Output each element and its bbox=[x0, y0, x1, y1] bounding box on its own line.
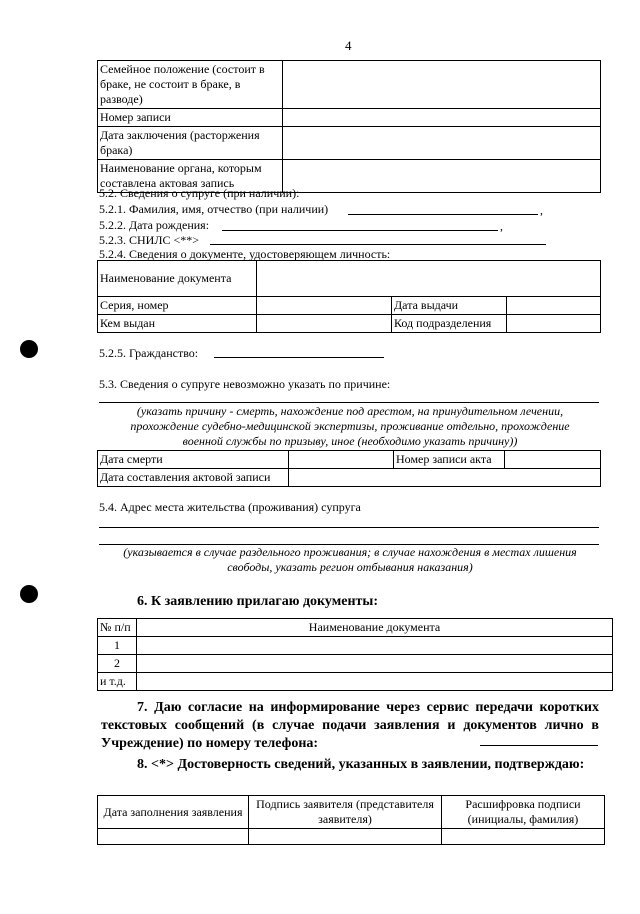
comma-2: , bbox=[500, 219, 503, 233]
attachment-row-num: 1 bbox=[98, 637, 137, 655]
dept-code-value[interactable] bbox=[507, 315, 601, 333]
marriage-date-value[interactable] bbox=[283, 127, 601, 160]
signature-header: Подпись заявителя (представителя заявителя) bbox=[249, 796, 442, 829]
dept-code-label: Код подразделения bbox=[392, 315, 507, 333]
doc-name-value[interactable] bbox=[257, 261, 601, 297]
death-date-label: Дата смерти bbox=[98, 451, 289, 469]
issued-by-value[interactable] bbox=[257, 315, 392, 333]
s521-label: 5.2.1. Фамилия, имя, отчество (при наличии) bbox=[99, 202, 329, 216]
record-number-label: Номер записи bbox=[98, 109, 283, 127]
s6-title: 6. К заявлению прилагаю документы: bbox=[137, 594, 379, 609]
s53-title: 5.3. Сведения о супруге невозможно указать по причине: bbox=[99, 377, 391, 391]
col-num-header: № п/п bbox=[98, 619, 137, 637]
fill-date-cell[interactable] bbox=[98, 829, 249, 845]
marriage-date-label: Дата заключения (расторжения брака) bbox=[98, 127, 283, 160]
s52-title: 5.2. Сведения о супруге (при наличии): bbox=[99, 186, 300, 200]
punch-hole-1 bbox=[20, 340, 38, 358]
punch-hole-2 bbox=[20, 585, 38, 603]
comma: , bbox=[540, 203, 543, 217]
phone-field[interactable] bbox=[480, 745, 598, 746]
attachment-row-name[interactable] bbox=[137, 637, 613, 655]
s8-text: 8. <*> Достоверность сведений, указанных в заявлении, подтверждаю: bbox=[137, 757, 585, 772]
marital-status-label: Семейное положение (состоит в браке, не состоит в браке, в разводе) bbox=[98, 61, 283, 109]
marital-status-value[interactable] bbox=[283, 61, 601, 109]
signature-table bbox=[97, 795, 605, 845]
address-field-1[interactable] bbox=[99, 527, 599, 528]
birth-field[interactable] bbox=[222, 230, 498, 231]
series-label: Серия, номер bbox=[98, 297, 257, 315]
fio-field[interactable] bbox=[348, 214, 538, 215]
attachment-row-name[interactable] bbox=[137, 655, 613, 673]
col-name-header: Наименование документа bbox=[137, 619, 613, 637]
issued-by-label: Кем выдан bbox=[98, 315, 257, 333]
attachment-row-name[interactable] bbox=[137, 673, 613, 691]
act-date-label: Дата составления актовой записи bbox=[98, 469, 289, 487]
s7-text: 7. Даю согласие на информирование через сервис передачи коротких текстовых сообщений (в случае подачи заявления и документов лично в Учреждение) по номеру телефона: bbox=[101, 700, 599, 751]
doc-name-label: Наименование документа bbox=[98, 261, 257, 297]
s523-label: 5.2.3. СНИЛС <**> bbox=[99, 233, 200, 247]
reason-field[interactable] bbox=[99, 402, 599, 403]
page-number: 4 bbox=[345, 38, 352, 53]
s522-label: 5.2.2. Дата рождения: bbox=[99, 218, 210, 232]
s525-label: 5.2.5. Гражданство: bbox=[99, 346, 199, 360]
s54-title: 5.4. Адрес места жительства (проживания) супруга bbox=[99, 500, 361, 514]
signature-cell[interactable] bbox=[249, 829, 442, 845]
attachments-table bbox=[97, 618, 613, 691]
death-date-value[interactable] bbox=[289, 451, 394, 469]
registry-body-value[interactable] bbox=[283, 160, 601, 193]
citizenship-field[interactable] bbox=[214, 357, 384, 358]
attachment-row-num: 2 bbox=[98, 655, 137, 673]
attachment-row-num: и т.д. bbox=[98, 673, 137, 691]
registry-body-label: Наименование органа, которым составлена актовая запись bbox=[98, 160, 283, 193]
id-doc-table bbox=[97, 260, 601, 333]
issue-date-label: Дата выдачи bbox=[392, 297, 507, 315]
death-table bbox=[97, 450, 601, 487]
fill-date-header: Дата заполнения заявления bbox=[98, 796, 249, 829]
s524-label: 5.2.4. Сведения о документе, удостоверяющем личность: bbox=[99, 247, 391, 261]
act-number-value[interactable] bbox=[505, 451, 601, 469]
marital-table bbox=[97, 60, 601, 193]
act-number-label: Номер записи акта bbox=[394, 451, 505, 469]
issue-date-value[interactable] bbox=[507, 297, 601, 315]
decoding-header: Расшифровка подписи (инициалы, фамилия) bbox=[442, 796, 605, 829]
decoding-cell[interactable] bbox=[442, 829, 605, 845]
record-number-value[interactable] bbox=[283, 109, 601, 127]
act-date-value[interactable] bbox=[289, 469, 601, 487]
s54-hint: (указывается в случае раздельного проживания; в случае нахождения в местах лишения свободы, указать регион отбывания наказания) bbox=[123, 545, 577, 574]
series-value[interactable] bbox=[257, 297, 392, 315]
snils-field[interactable] bbox=[210, 244, 546, 245]
s53-hint: (указать причину - смерть, нахождение под арестом, на принудительном лечении, прохождение судебно-медицинской экспертизы, проживание отдельно, прохождение военной службы по призыву, иное (необходимо указать причину)) bbox=[130, 404, 570, 448]
